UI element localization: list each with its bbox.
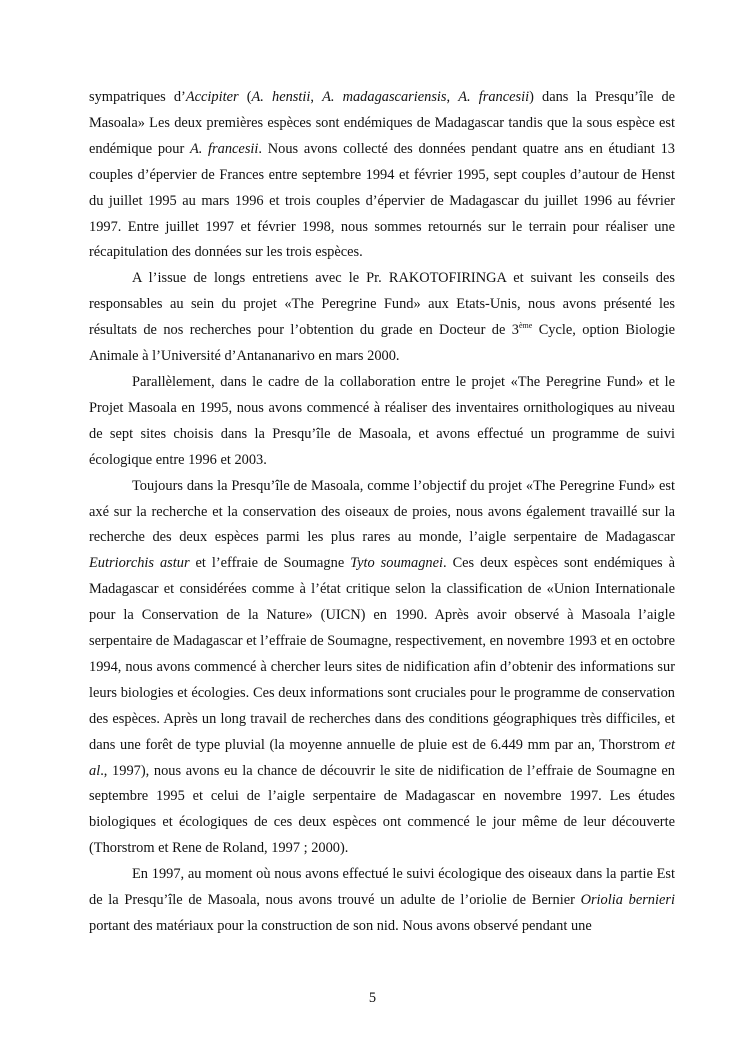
text-run: et l’effraie de Soumagne bbox=[189, 555, 351, 572]
paragraph-masoala-inventory bbox=[89, 370, 675, 474]
superscript: ème bbox=[518, 321, 533, 331]
paragraph-rare-species bbox=[89, 474, 675, 863]
italic-term: Tyto soumagnei bbox=[350, 555, 444, 572]
text-run: portant des matériaux pour la construction de son nid. Nous avons observé pendant une bbox=[89, 918, 592, 934]
text-run: , bbox=[446, 89, 459, 105]
italic-term: A. francesii bbox=[458, 89, 530, 105]
italic-term: Eutriorchis astur bbox=[89, 555, 190, 572]
text-run: Cycle, option Biologie Animale à l’Université d’Antananarivo en mars 2000. bbox=[89, 322, 675, 365]
text-run: A l’issue de longs entretiens avec le Pr. RAKOTOFIRINGA et suivant les conseils des responsables au sein du projet «The Peregrine Fund» aux Etats-Unis, nous avons présenté les résultats de nos recherches pour l’obtention du grade en Docteur de 3 bbox=[89, 270, 675, 339]
text-run: . Nous avons collecté des données pendant quatre ans en étudiant 13 couples d’épervier de Frances entre septembre 1994 et février 1995, sept couples d’autour de Henst du juillet 1995 au mars 1996 et trois couples d’épervier de Madagascar du juillet 1996 au février 1997. Entre juillet 1997 et février 1998, nous sommes retournés sur le terrain pour réaliser une récapitulation des données sur les trois espèces. bbox=[89, 140, 675, 261]
paragraph-oriolia bbox=[89, 862, 675, 940]
text-run: En 1997, au moment où nous avons effectué le suivi écologique des oiseaux dans la partie Est de la Presqu’île de Masoala, nous avons trouvé un adulte de l’oriolie de Bernier bbox=[89, 866, 675, 909]
italic-term: Oriolia bernieri bbox=[580, 892, 675, 909]
italic-term: A. madagascariensis bbox=[322, 89, 447, 105]
text-run: sympatriques d’ bbox=[89, 89, 186, 105]
italic-term: et al bbox=[89, 736, 675, 779]
text-run: ., 1997), nous avons eu la chance de découvrir le site de nidification de l’effraie de Soumagne en septembre 1995 et celui de l’aigle serpentaire de Madagascar en novembre 1997. Les études biologiques et écologiques de ces deux espèces ont commencé le jour même de leur découverte (Thorstrom et Rene de Roland, 1997 ; 2000). bbox=[89, 762, 675, 857]
italic-term: A. henstii bbox=[251, 89, 311, 105]
text-run: . Ces deux espèces sont endémiques à Madagascar et considérées comme à l’état critique selon la classification de «Union Internationale pour la Conservation de la Nature» (UICN) en 1990. Après avoir observé à Masoala l’aigle serpentaire de Madagascar et l’effraie de Soumagne, respectivement, en novembre 1993 et en octobre 1994, nous avons commencé à chercher leurs sites de nidification afin d’obtenir des informations sur leurs biologies et écologies. Ces deux informations sont cruciales pour le programme de conservation des espèces. Après un long travail de recherches dans des conditions géographiques très difficiles, et dans une forêt de type pluvial (la moyenne annuelle de pluie est de 6.449 mm par an, Thorstrom bbox=[89, 555, 675, 753]
italic-term: A. francesii bbox=[189, 140, 259, 157]
page-body bbox=[89, 85, 675, 940]
text-run: , bbox=[310, 89, 323, 105]
text-run: Toujours dans la Presqu’île de Masoala, comme l’objectif du projet «The Peregrine Fund» est axé sur la recherche et la conservation des oiseaux de proies, nous avons également travaillé sur la recherche des deux espèces parmi les plus rares au monde, l’aigle serpentaire de Madagascar bbox=[89, 477, 675, 546]
italic-term: Accipiter bbox=[185, 89, 239, 105]
paragraph-doctorate bbox=[89, 266, 675, 370]
text-run: ) dans la Presqu’île de Masoala» Les deux premières espèces sont endémiques de Madagascar tandis que la sous espèce est endémique pour bbox=[89, 89, 676, 157]
page-number: 5 bbox=[368, 990, 377, 1006]
text-run: Parallèlement, dans le cadre de la collaboration entre le projet «The Peregrine Fund» et le Projet Masoala en 1995, nous avons commencé à réaliser des inventaires ornithologiques au niveau de sept sites choisis dans la Presqu’île de Masoala, et avons effectué un programme de suivi écologique entre 1996 et 2003. bbox=[89, 373, 675, 468]
paragraph-accipiter-study bbox=[89, 85, 675, 266]
text-run: ( bbox=[238, 89, 252, 105]
